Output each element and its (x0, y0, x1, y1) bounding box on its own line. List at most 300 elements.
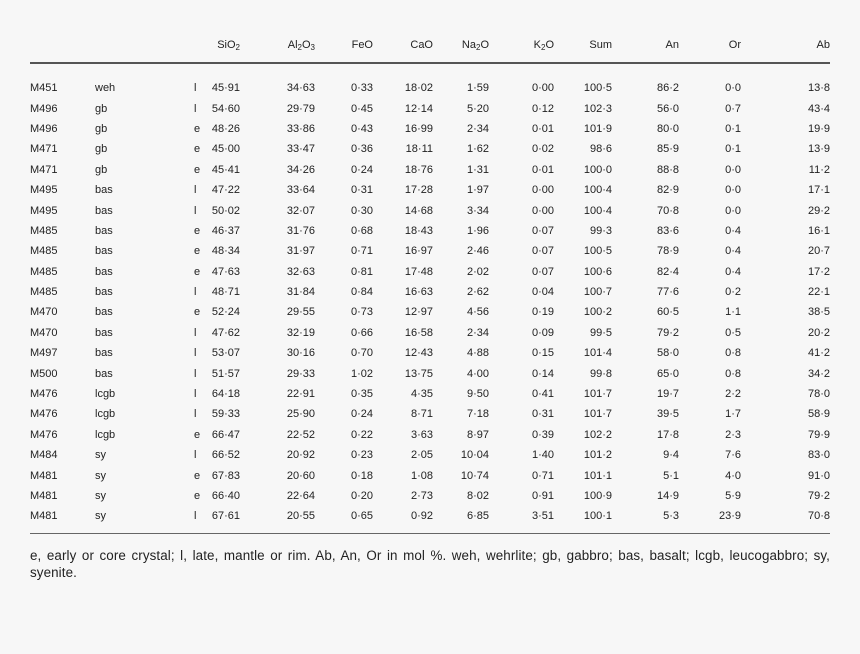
cell-zone: l (194, 184, 197, 197)
cell-na2o: 10·74 (460, 469, 489, 482)
cell-feo: 0·24 (350, 408, 373, 421)
table-row (30, 445, 830, 465)
cell-zone: l (194, 102, 197, 115)
cell-or: 23·9 (718, 510, 741, 523)
cell-or: 0·0 (725, 184, 741, 197)
cell-sample: M485 (30, 265, 58, 278)
cell-an: 60·5 (656, 306, 679, 319)
cell-sum: 99·3 (589, 224, 612, 237)
cell-al2o3: 20·55 (286, 510, 315, 523)
cell-k2o: 0·91 (531, 490, 554, 502)
cell-an: 80·0 (656, 122, 679, 135)
cell-cao: 1·08 (410, 469, 433, 482)
cell-sample: M496 (30, 102, 58, 115)
cell-zone: l (194, 204, 197, 217)
cell-sio2: 66·52 (211, 449, 240, 462)
cell-na2o: 3·34 (466, 204, 489, 217)
header-na2o: $Na_2O$ (461, 38, 489, 52)
cell-rock: bas (95, 204, 113, 217)
cell-sio2: 48·26 (211, 122, 240, 135)
cell-feo: 0·23 (350, 449, 373, 462)
cell-or: 0·7 (725, 102, 741, 115)
cell-cao: 14·68 (404, 204, 433, 217)
cell-or: 1·7 (725, 408, 741, 421)
cell-or: 0·0 (725, 163, 741, 176)
cell-rock: sy (95, 469, 106, 482)
cell-feo: 0·18 (350, 469, 373, 482)
cell-k2o: 0·07 (531, 245, 554, 258)
cell-feo: 0·70 (350, 347, 373, 360)
cell-k2o: 0·39 (531, 428, 554, 441)
cell-k2o: 0·19 (531, 306, 554, 319)
cell-or: 0·1 (725, 122, 741, 135)
cell-cao: 13·75 (404, 367, 433, 380)
table-row (30, 241, 830, 261)
cell-sample: M500 (30, 367, 58, 380)
cell-an: 70·8 (656, 204, 679, 217)
cell-or: 0·4 (725, 224, 741, 237)
header-sio2: SiO$_2$ (217, 38, 240, 52)
cell-ab: 78·0 (807, 388, 830, 401)
cell-na2o: 2·62 (466, 286, 489, 299)
header-row (30, 34, 830, 55)
cell-ab: 70·8 (807, 510, 830, 523)
cell-or: 2·2 (725, 388, 741, 401)
cell-feo: 1·02 (350, 367, 373, 380)
cell-sample: M481 (30, 490, 58, 502)
cell-cao: 2·05 (410, 449, 433, 462)
cell-na2o: 2·02 (466, 265, 489, 278)
cell-sample: M496 (30, 122, 58, 135)
cell-al2o3: 33·47 (286, 143, 315, 156)
cell-al2o3: 32·07 (286, 204, 315, 217)
cell-al2o3: 33·86 (286, 122, 315, 135)
table-row (30, 282, 830, 302)
cell-rock: bas (95, 347, 113, 360)
cell-k2o: 0·31 (531, 408, 554, 421)
cell-ab: 83·0 (807, 449, 830, 462)
header-al2o3: $Al_2O_3$ (287, 38, 315, 52)
cell-zone: l (194, 286, 197, 299)
cell-feo: 0·68 (350, 224, 373, 237)
table-row (30, 221, 830, 241)
cell-ab: 43·4 (807, 102, 830, 115)
cell-an: 39·5 (656, 408, 679, 421)
cell-sum: 100·5 (583, 245, 612, 258)
cell-al2o3: 29·79 (286, 102, 315, 115)
cell-k2o: 0·14 (531, 367, 554, 380)
cell-ab: 11·2 (808, 163, 830, 176)
cell-sio2: 51·57 (211, 367, 240, 380)
cell-sample: M497 (30, 347, 58, 360)
cell-al2o3: 20·92 (286, 449, 315, 462)
header-an: An (665, 38, 679, 51)
cell-ab: 58·9 (807, 408, 830, 421)
cell-k2o: 0·01 (531, 122, 554, 135)
cell-an: 5·1 (663, 469, 679, 482)
cell-ab: 13·8 (807, 82, 830, 95)
cell-rock: gb (95, 102, 108, 115)
cell-zone: e (194, 224, 201, 237)
cell-sio2: 67·61 (211, 510, 240, 523)
cell-ab: 13·9 (807, 143, 830, 156)
cell-ab: 20·2 (807, 326, 830, 339)
cell-an: 56·0 (656, 102, 679, 115)
cell-cao: 18·11 (405, 143, 433, 156)
cell-k2o: 3·51 (531, 510, 554, 523)
cell-feo: 0·84 (350, 286, 373, 299)
cell-sio2: 66·47 (211, 428, 240, 441)
table-row (30, 98, 830, 118)
cell-an: 14·9 (656, 490, 679, 502)
cell-or: 0·8 (725, 347, 741, 360)
cell-sio2: 67·83 (211, 469, 240, 482)
cell-sum: 100·4 (583, 184, 612, 197)
table-body (30, 55, 830, 527)
cell-sum: 100·1 (583, 510, 612, 523)
cell-rock: lcgb (95, 388, 116, 401)
cell-sample: M476 (30, 408, 58, 421)
cell-cao: 18·02 (404, 82, 433, 95)
cell-k2o: 0·01 (531, 163, 554, 176)
table-row (30, 425, 830, 445)
cell-ab: 19·9 (807, 122, 830, 135)
cell-rock: bas (95, 306, 113, 319)
header-zone (159, 34, 207, 55)
header-cao: CaO (410, 38, 433, 51)
cell-sample: M481 (30, 469, 58, 482)
cell-rock: bas (95, 184, 113, 197)
cell-cao: 16·97 (404, 245, 433, 258)
cell-k2o: 0·12 (531, 102, 554, 115)
cell-feo: 0·73 (350, 306, 373, 319)
cell-zone: e (194, 306, 201, 319)
header-sample (30, 34, 95, 55)
cell-ab: 91·0 (807, 469, 830, 482)
cell-na2o: 1·59 (466, 82, 489, 95)
cell-al2o3: 34·26 (286, 163, 315, 176)
table-row (30, 119, 830, 139)
cell-an: 58·0 (656, 347, 679, 360)
cell-na2o: 4·00 (466, 367, 489, 380)
cell-zone: e (194, 163, 201, 176)
cell-cao: 16·58 (404, 326, 433, 339)
cell-al2o3: 31·97 (286, 245, 315, 258)
cell-sio2: 54·60 (211, 102, 240, 115)
cell-ab: 17·1 (807, 184, 830, 197)
cell-sample: M495 (30, 204, 58, 217)
cell-na2o: 8·97 (466, 428, 489, 441)
table-row (30, 486, 830, 506)
header-k2o: $K_2O$ (533, 38, 554, 52)
cell-sample: M481 (30, 510, 58, 523)
cell-na2o: 1·62 (466, 143, 489, 156)
table-row (30, 323, 830, 343)
cell-or: 0·0 (725, 82, 741, 95)
cell-sio2: 52·24 (211, 306, 240, 319)
cell-zone: l (194, 449, 197, 462)
cell-zone: e (194, 245, 201, 258)
header-or: Or (728, 38, 741, 51)
cell-feo: 0·66 (350, 326, 373, 339)
header-ab: Ab (816, 38, 830, 51)
cell-an: 5·3 (663, 510, 679, 523)
cell-feo: 0·24 (350, 163, 373, 176)
cell-sample: M476 (30, 428, 58, 441)
cell-sio2: 45·91 (211, 82, 240, 95)
cell-rock: gb (95, 122, 108, 135)
cell-rock: bas (95, 265, 113, 278)
cell-sum: 102·2 (583, 428, 612, 441)
cell-ab: 20·7 (807, 245, 830, 258)
table-row (30, 404, 830, 424)
table-row (30, 343, 830, 363)
cell-sio2: 50·02 (211, 204, 240, 217)
cell-k2o: 0·04 (531, 286, 554, 299)
cell-cao: 16·63 (404, 286, 433, 299)
cell-sio2: 46·37 (211, 224, 240, 237)
cell-zone: l (194, 388, 197, 401)
cell-na2o: 4·56 (466, 306, 489, 319)
cell-zone: l (194, 347, 197, 360)
cell-cao: 2·73 (410, 490, 433, 502)
cell-sum: 100·4 (583, 204, 612, 217)
cell-sum: 101·7 (583, 408, 612, 421)
cell-sum: 98·6 (589, 143, 612, 156)
cell-na2o: 7·18 (466, 408, 489, 421)
table-row (30, 160, 830, 180)
cell-or: 2·3 (725, 428, 741, 441)
cell-rock: bas (95, 326, 113, 339)
cell-an: 85·9 (656, 143, 679, 156)
cell-sample: M470 (30, 306, 58, 319)
table-row (30, 302, 830, 322)
cell-rock: lcgb (95, 428, 116, 441)
header-rock (95, 34, 159, 55)
cell-or: 5·9 (725, 490, 741, 502)
cell-sample: M470 (30, 326, 58, 339)
header-sum: Sum (589, 38, 612, 51)
cell-na2o: 5·20 (466, 102, 489, 115)
cell-sum: 100·7 (583, 286, 612, 299)
cell-rock: sy (95, 490, 106, 502)
cell-sum: 101·7 (583, 388, 612, 401)
cell-sample: M471 (30, 143, 58, 156)
cell-cao: 18·43 (404, 224, 433, 237)
cell-sum: 101·1 (583, 469, 612, 482)
cell-or: 0·0 (725, 204, 741, 217)
cell-k2o: 0·09 (531, 326, 554, 339)
cell-cao: 3·63 (410, 428, 433, 441)
cell-sio2: 48·71 (211, 286, 240, 299)
cell-an: 79·2 (656, 326, 679, 339)
cell-feo: 0·36 (350, 143, 373, 156)
cell-an: 65·0 (656, 367, 679, 380)
cell-ab: 29·2 (807, 204, 830, 217)
cell-rock: sy (95, 449, 106, 462)
cell-zone: e (194, 265, 201, 278)
cell-na2o: 8·02 (466, 490, 489, 502)
cell-feo: 0·30 (350, 204, 373, 217)
cell-feo: 0·81 (350, 265, 373, 278)
cell-k2o: 0·00 (531, 82, 554, 95)
cell-sio2: 47·62 (211, 326, 240, 339)
cell-sio2: 48·34 (211, 245, 240, 258)
cell-na2o: 1·96 (466, 224, 489, 237)
cell-al2o3: 22·52 (286, 428, 315, 441)
cell-zone: e (194, 122, 201, 135)
cell-rock: bas (95, 367, 113, 380)
cell-rock: bas (95, 245, 113, 258)
cell-sample: M471 (30, 163, 58, 176)
cell-sum: 101·2 (583, 449, 612, 462)
cell-sum: 102·3 (583, 102, 612, 115)
cell-na2o: 2·34 (466, 122, 489, 135)
cell-cao: 4·35 (410, 388, 433, 401)
cell-an: 82·4 (656, 265, 679, 278)
cell-k2o: 0·07 (531, 224, 554, 237)
cell-or: 1·1 (725, 306, 741, 319)
cell-feo: 0·65 (350, 510, 373, 523)
cell-an: 9·4 (663, 449, 679, 462)
cell-rock: bas (95, 286, 113, 299)
cell-rock: gb (95, 163, 108, 176)
cell-cao: 0·92 (410, 510, 433, 523)
cell-or: 0·4 (725, 265, 741, 278)
cell-feo: 0·35 (350, 388, 373, 401)
cell-an: 77·6 (656, 286, 679, 299)
cell-sum: 100·0 (583, 163, 612, 176)
cell-feo: 0·20 (350, 490, 373, 502)
table-row (30, 180, 830, 200)
cell-ab: 79·2 (807, 490, 830, 502)
table-row (30, 200, 830, 220)
cell-zone: l (194, 82, 197, 95)
cell-zone: e (194, 428, 201, 441)
header-feo: FeO (351, 38, 373, 51)
cell-an: 17·8 (656, 428, 679, 441)
cell-rock: bas (95, 224, 113, 237)
cell-al2o3: 31·84 (286, 286, 315, 299)
cell-k2o: 0·41 (531, 388, 554, 401)
cell-na2o: 9·50 (466, 388, 489, 401)
cell-ab: 41·2 (807, 347, 830, 360)
cell-sum: 100·5 (583, 82, 612, 95)
table-row (30, 139, 830, 159)
cell-na2o: 2·34 (466, 326, 489, 339)
cell-sum: 100·2 (583, 306, 612, 319)
table-row (30, 262, 830, 282)
cell-cao: 18·76 (404, 163, 433, 176)
cell-an: 78·9 (656, 245, 679, 258)
cell-cao: 12·97 (404, 306, 433, 319)
cell-ab: 38·5 (807, 306, 830, 319)
cell-or: 7·6 (725, 449, 741, 462)
cell-rock: gb (95, 143, 108, 156)
cell-feo: 0·33 (350, 82, 373, 95)
table-bottom-rule (30, 533, 830, 534)
cell-an: 82·9 (656, 184, 679, 197)
cell-feo: 0·22 (350, 428, 373, 441)
table-row (30, 384, 830, 404)
cell-na2o: 10·04 (460, 449, 489, 462)
cell-cao: 8·71 (410, 408, 433, 421)
cell-or: 0·8 (725, 367, 741, 380)
cell-zone: l (194, 408, 197, 421)
cell-zone: e (194, 469, 201, 482)
cell-sio2: 45·00 (211, 143, 240, 156)
cell-na2o: 1·31 (466, 163, 489, 176)
cell-ab: 34·2 (807, 367, 830, 380)
cell-k2o: 0·02 (531, 143, 554, 156)
plagioclase-composition-table (30, 34, 830, 527)
cell-an: 19·7 (656, 388, 679, 401)
cell-al2o3: 32·19 (286, 326, 315, 339)
cell-k2o: 0·00 (531, 184, 554, 197)
cell-al2o3: 30·16 (286, 347, 315, 360)
cell-cao: 16·99 (404, 122, 433, 135)
cell-sample: M485 (30, 286, 58, 299)
cell-al2o3: 34·63 (286, 82, 315, 95)
cell-ab: 22·1 (807, 286, 830, 299)
cell-rock: weh (95, 82, 116, 95)
cell-sum: 101·9 (583, 122, 612, 135)
cell-sample: M451 (30, 82, 58, 95)
cell-k2o: 0·71 (531, 469, 554, 482)
cell-rock: lcgb (95, 408, 116, 421)
cell-ab: 79·9 (807, 428, 830, 441)
cell-al2o3: 20·60 (286, 469, 315, 482)
cell-na2o: 6·85 (466, 510, 489, 523)
cell-an: 83·6 (656, 224, 679, 237)
cell-sio2: 47·22 (211, 184, 240, 197)
cell-al2o3: 22·91 (286, 388, 315, 401)
cell-sum: 100·9 (583, 490, 612, 502)
table-row (30, 78, 830, 98)
cell-k2o: 1·40 (531, 449, 554, 462)
cell-feo: 0·31 (350, 184, 373, 197)
cell-rock: sy (95, 510, 106, 523)
cell-al2o3: 22·64 (286, 490, 315, 502)
cell-al2o3: 29·55 (286, 306, 315, 319)
cell-zone: l (194, 326, 197, 339)
cell-an: 86·2 (656, 82, 679, 95)
cell-sio2: 47·63 (211, 265, 240, 278)
cell-or: 0·2 (725, 286, 741, 299)
cell-an: 88·8 (656, 163, 679, 176)
cell-k2o: 0·07 (531, 265, 554, 278)
cell-zone: l (194, 510, 197, 523)
cell-sio2: 66·40 (211, 490, 240, 502)
cell-k2o: 0·00 (531, 204, 554, 217)
header-spacer (30, 55, 830, 78)
cell-na2o: 2·46 (466, 245, 489, 258)
cell-or: 0·5 (725, 326, 741, 339)
cell-sum: 99·5 (589, 326, 612, 339)
cell-ab: 17·2 (807, 265, 830, 278)
cell-ab: 16·1 (807, 224, 830, 237)
cell-sio2: 64·18 (211, 388, 240, 401)
cell-sum: 101·4 (583, 347, 612, 360)
table-row (30, 363, 830, 383)
cell-sample: M485 (30, 224, 58, 237)
cell-sample: M485 (30, 245, 58, 258)
table-row (30, 506, 830, 526)
cell-al2o3: 32·63 (286, 265, 315, 278)
cell-feo: 0·71 (350, 245, 373, 258)
table-row (30, 465, 830, 485)
cell-al2o3: 33·64 (286, 184, 315, 197)
